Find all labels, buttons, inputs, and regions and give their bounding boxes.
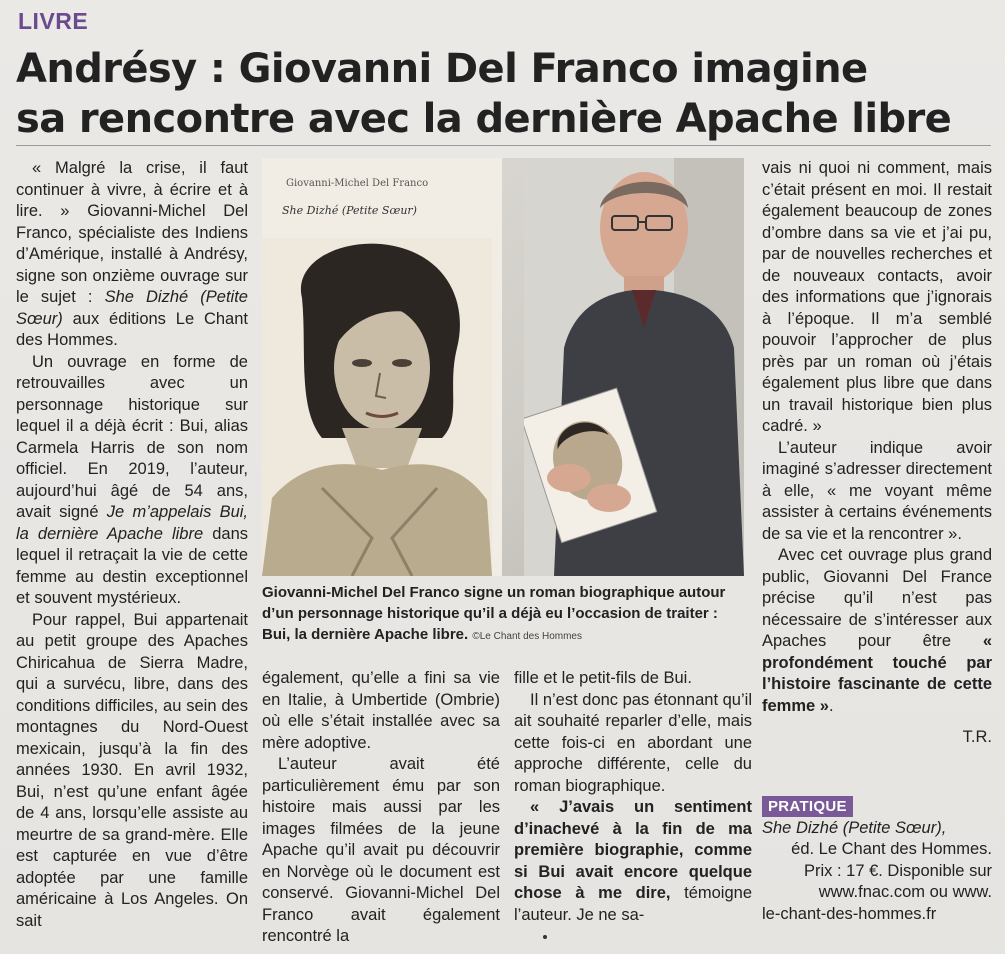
- book-title: She Dizhé (Petite Sœur): [16, 288, 248, 328]
- article-column-3: [514, 668, 752, 926]
- practical-info-box: [762, 796, 992, 925]
- paragraph-text: Avec cet ouvrage plus grand public, Giovanni Del France précise qu’il n’est pas nécessaire de s’intéresser aux Apaches pour être: [762, 546, 992, 650]
- paragraph-text: témoigne l’auteur. Je ne sa-: [514, 884, 753, 924]
- article-column-2: [262, 668, 500, 948]
- photo-credit: ©Le Chant des Hommes: [472, 631, 582, 642]
- store-link: le-chant-des-hommes.fr: [762, 904, 937, 923]
- section-rubric: LIVRE: [18, 8, 89, 34]
- book-title: Je m’appelais Bui, la dernière Apache libre: [16, 503, 248, 543]
- paragraph: fille et le petit-fils de Bui.: [514, 669, 692, 687]
- practical-info-tag: PRATIQUE: [762, 796, 853, 817]
- paragraph-text: Un ouvrage en forme de retrouvailles avec un personnage historique sur lequel il a déjà écrit : Bui, alias Carmela Harris de son nom officiel. En 2019, l’auteur, aujourd’hui âgé de 54 ans, avait signé: [16, 352, 248, 521]
- quote-text: « J’avais un sentiment d’inachevé à la fin de ma première biographie, comme si Bui avait encore quelque chose à me dire,: [514, 798, 752, 902]
- paragraph-text: aux éditions Le Chant des Hommes.: [16, 309, 248, 349]
- cover-title: She Dizhé (Petite Sœur): [282, 204, 417, 217]
- paragraph: vais ni quoi ni comment, mais c’était présent en moi. Il restait également beaucoup de zones d’ombre dans sa vie et j’ai pu, par de nouvelles recherches et de nouveaux contacts, avoir des informations que j’ignorais à l’époque. Il m’a semblé pouvoir l’approcher de plus près par un roman où j’étais également plus libre que dans un travail historique bien plus cadré. »: [762, 159, 992, 435]
- portrait-drawing: [262, 238, 492, 576]
- cover-author: Giovanni-Michel Del Franco: [286, 178, 429, 189]
- paragraph: également, qu’elle a fini sa vie en Italie, à Umbertide (Ombrie) où elle s’était installée avec sa mère adoptive.: [262, 669, 500, 752]
- paragraph: [16, 158, 248, 352]
- photo-caption: [262, 582, 744, 647]
- price: Prix : 17 €. Disponible sur: [803, 861, 992, 880]
- paragraph: [16, 352, 248, 610]
- paragraph: Il n’est donc pas étonnant qu’il ait souhaité reparler d’elle, mais cette fois-ci en abordant une approche différente, celle du roman biographique.: [514, 690, 752, 795]
- caption-text: Giovanni-Michel Del Franco signe un roman biographique autour d’un personnage historique qu’il a déjà eu l’occasion de traiter : Bui, la dernière Apache libre.: [262, 584, 726, 643]
- decorative-dot: [543, 935, 547, 939]
- headline-line-2: sa rencontre avec la dernière Apache libre: [16, 96, 952, 142]
- article-photo: [262, 158, 744, 576]
- article-column-1: [16, 158, 248, 932]
- headline-line-1: Andrésy : Giovanni Del Franco imagine: [16, 46, 868, 92]
- publisher: éd. Le Chant des Hommes.: [791, 840, 992, 858]
- paragraph-text: « Malgré la crise, il faut continuer à vivre, à écrire et à lire. » Giovanni-Michel Del Franco, spécialiste des Indiens d’Amérique, installé à Andrésy, signe son onzième ouvrage sur le sujet :: [16, 159, 248, 306]
- article-column-4: [762, 158, 992, 749]
- article-headline: [16, 44, 991, 144]
- headline-divider: [16, 145, 991, 146]
- paragraph: [762, 545, 992, 717]
- paragraph-text: dans lequel il retraçait la vie de cette femme au destin exceptionnel et souvent mystérieux.: [16, 524, 248, 607]
- quote-text: « profondément touché par l’histoire fascinante de cette femme »: [762, 632, 992, 715]
- author-photo: [524, 158, 744, 576]
- paragraph: L’auteur indique avoir imaginé s’adresser directement à elle, « me voyant même assister à certains événements de sa vie et la rencontrer ».: [762, 438, 992, 543]
- book-title: She Dizhé (Petite Sœur),: [762, 818, 947, 837]
- paragraph: [514, 797, 752, 926]
- author-signature: T.R.: [962, 728, 992, 746]
- paragraph: Pour rappel, Bui appartenait au petit groupe des Apaches Chiricahua de Sierra Madre, qui a survécu, libre, dans des conditions difficiles, au sein des montagnes du Nord-Ouest mexicain, jusqu’à la fin des années 1930. En avril 1932, Bui, n’est qu’une enfant âgée de 4 ans, lorsqu’elle assiste au meurtre de sa grand-mère. Elle est capturée en vue d’être adoptée par une famille américaine à Los Angeles. On sait: [16, 610, 248, 930]
- paragraph: L’auteur avait été particulièrement ému par son histoire mais aussi par les images filmées de la jeune Apache qu’il avait pu découvrir en Norvège où le document est conservé. Giovanni-Michel Del Franco avait également rencontré la: [262, 755, 500, 945]
- paragraph-text: .: [828, 696, 834, 715]
- store-link: www.fnac.com ou www.: [818, 883, 992, 901]
